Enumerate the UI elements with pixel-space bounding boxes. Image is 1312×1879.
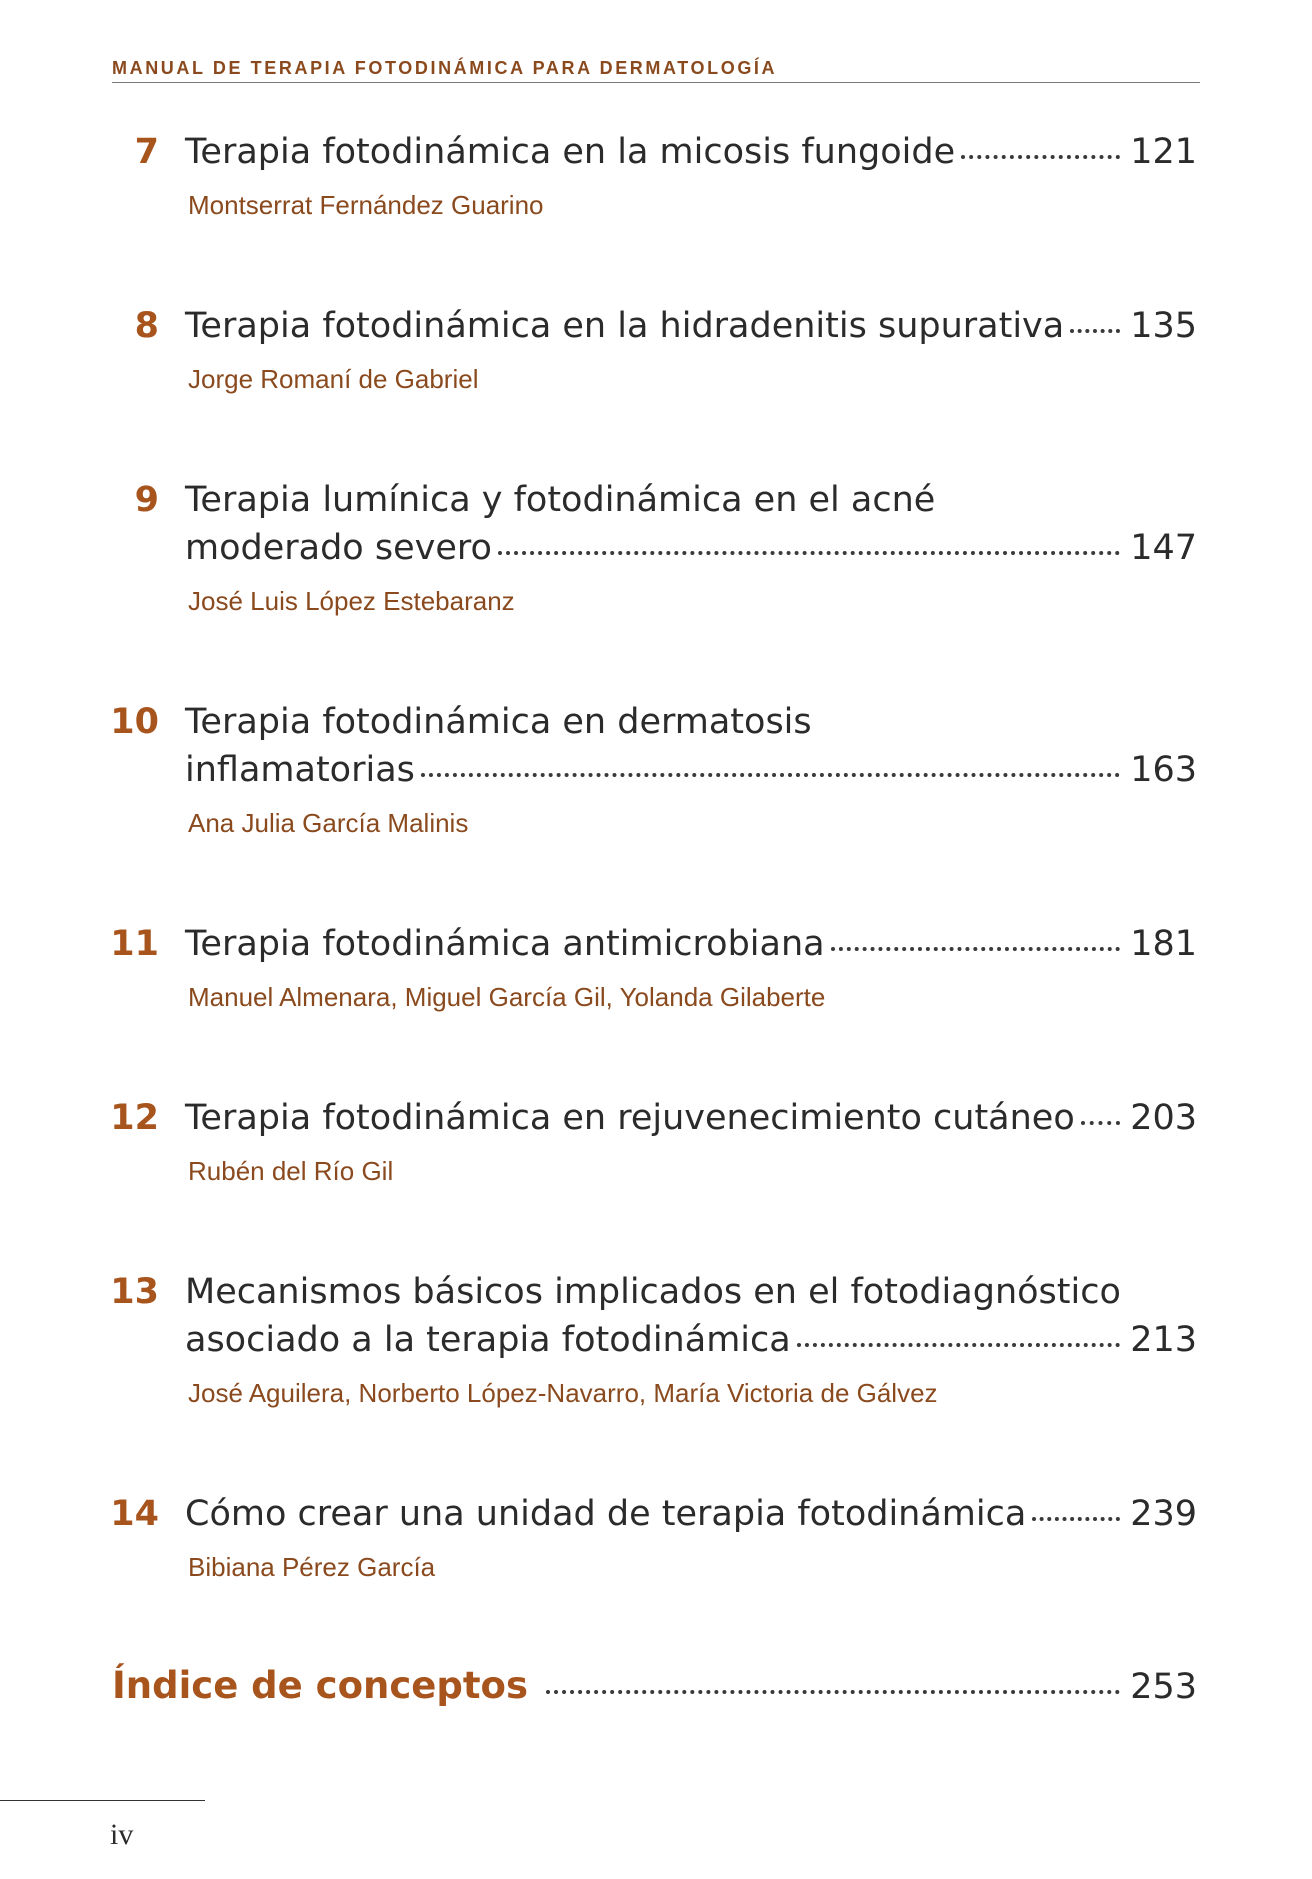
dot-leader xyxy=(1032,1517,1120,1521)
chapter-title: Terapia fotodinámica antimicrobiana xyxy=(185,924,825,964)
index-entry-label: Índice de conceptos xyxy=(112,1664,528,1707)
chapter-number: 8 xyxy=(134,306,159,346)
chapter-authors: Bibiana Pérez García xyxy=(188,1552,436,1582)
page-number: 147 xyxy=(1130,528,1197,568)
dot-leader xyxy=(961,155,1120,159)
chapter-title-line xyxy=(185,1094,1197,1142)
running-head: MANUAL DE TERAPIA FOTODINÁMICA PARA DERMATOLOGÍA xyxy=(112,58,778,78)
chapter-title-line xyxy=(185,746,1197,794)
chapter-title: asociado a la terapia fotodinámica xyxy=(185,1320,791,1360)
chapter-title: inflamatorias xyxy=(185,750,415,790)
chapter-title: Terapia fotodinámica en rejuvenecimiento cutáneo xyxy=(185,1098,1075,1138)
chapter-authors: José Luis López Estebaranz xyxy=(188,586,515,616)
chapter-number: 10 xyxy=(110,702,159,742)
dot-leader xyxy=(1070,329,1120,333)
chapter-title: Terapia lumínica y fotodinámica en el acné xyxy=(185,480,936,520)
page-folio: iv xyxy=(110,1818,134,1851)
chapter-authors: Ana Julia García Malinis xyxy=(188,808,469,838)
chapter-title: Terapia fotodinámica en dermatosis xyxy=(185,702,812,742)
chapter-authors: Montserrat Fernández Guarino xyxy=(188,190,544,220)
chapter-number: 14 xyxy=(110,1494,159,1534)
index-entry-page: 253 xyxy=(1130,1667,1197,1707)
chapter-title: Mecanismos básicos implicados en el fotodiagnóstico xyxy=(185,1272,1121,1312)
dot-leader xyxy=(421,773,1120,777)
dot-leader xyxy=(1081,1121,1120,1125)
chapter-title-line xyxy=(185,920,1197,968)
chapter-authors: Manuel Almenara, Miguel García Gil, Yolanda Gilaberte xyxy=(188,982,826,1012)
header-rule xyxy=(112,82,1200,83)
chapter-title-line xyxy=(185,524,1197,572)
chapter-number: 9 xyxy=(134,480,159,520)
page-number: 203 xyxy=(1130,1098,1197,1138)
chapter-authors: Rubén del Río Gil xyxy=(188,1156,394,1186)
chapter-title: Terapia fotodinámica en la hidradenitis supurativa xyxy=(185,306,1065,346)
chapter-number: 7 xyxy=(134,132,159,172)
page-number: 121 xyxy=(1130,132,1197,172)
chapter-authors: Jorge Romaní de Gabriel xyxy=(188,364,479,394)
dot-leader xyxy=(546,1690,1120,1694)
chapter-title-line xyxy=(185,698,1197,746)
index-entry[interactable] xyxy=(112,1660,1197,1712)
chapter-title: Cómo crear una unidad de terapia fotodinámica xyxy=(185,1494,1027,1534)
page-number: 239 xyxy=(1130,1494,1197,1534)
page-number: 213 xyxy=(1130,1320,1197,1360)
page-number: 135 xyxy=(1130,306,1197,346)
chapter-title-line xyxy=(185,476,1197,524)
chapter-title-line xyxy=(185,1490,1197,1538)
chapter-number: 13 xyxy=(110,1272,159,1312)
chapter-number: 11 xyxy=(110,924,159,964)
chapter-number: 12 xyxy=(110,1098,159,1138)
chapter-authors: José Aguilera, Norberto López-Navarro, María Victoria de Gálvez xyxy=(188,1378,938,1408)
chapter-title-line xyxy=(185,1316,1197,1364)
chapter-title-line xyxy=(185,128,1197,176)
chapter-title-line xyxy=(185,1268,1197,1316)
chapter-title-line xyxy=(185,302,1197,350)
dot-leader xyxy=(797,1343,1120,1347)
footer-rule xyxy=(0,1800,205,1801)
page-number: 163 xyxy=(1130,750,1197,790)
page-number: 181 xyxy=(1130,924,1197,964)
dot-leader xyxy=(831,947,1121,951)
dot-leader xyxy=(498,551,1120,555)
chapter-title: moderado severo xyxy=(185,528,492,568)
chapter-title: Terapia fotodinámica en la micosis fungoide xyxy=(185,132,956,172)
